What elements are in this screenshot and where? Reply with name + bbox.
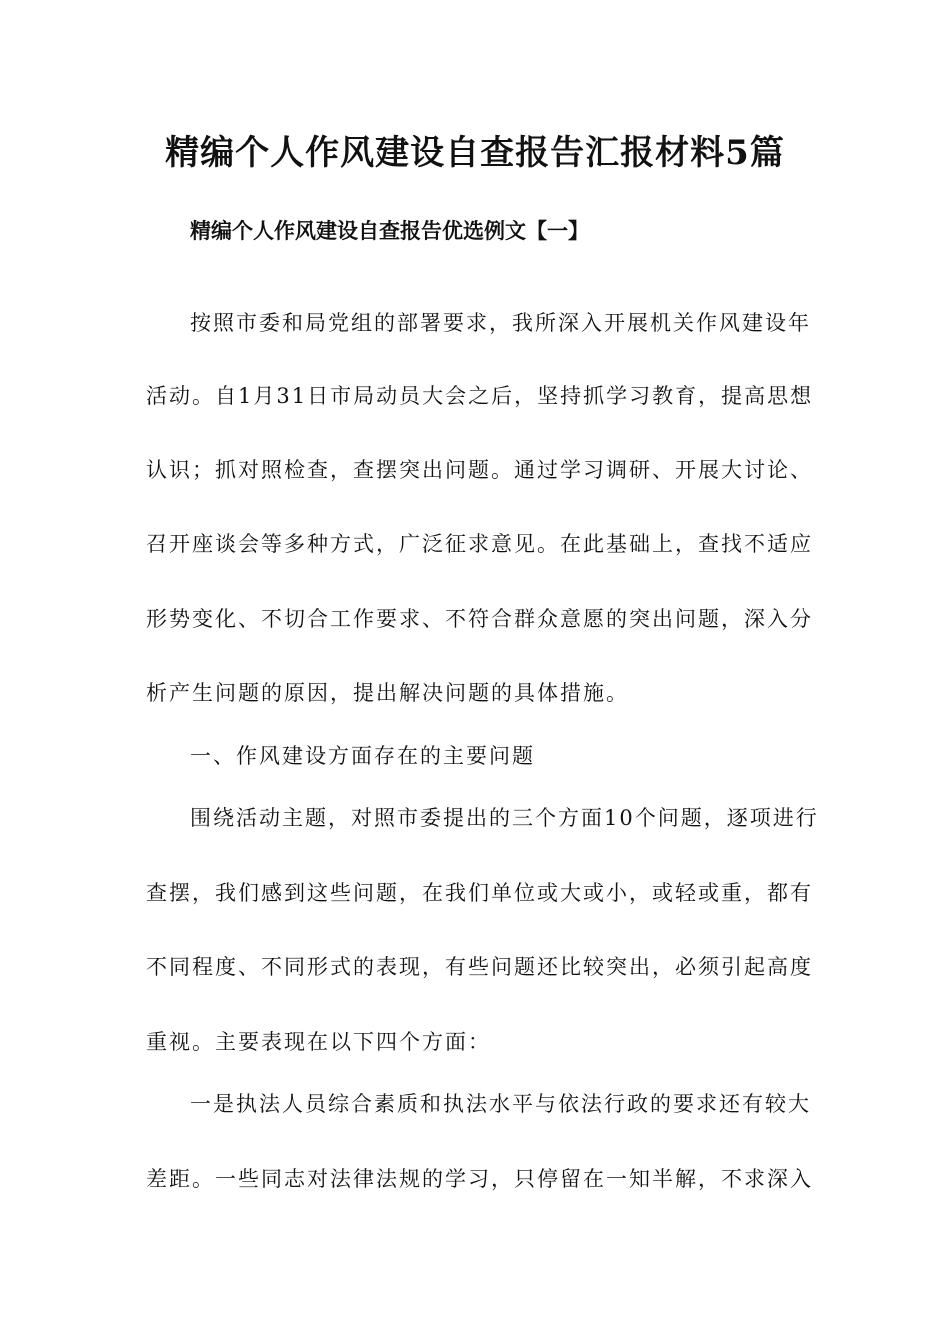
paragraph-line: 查摆，我们感到这些问题，在我们单位或大或小，或轻或重，都有	[146, 881, 813, 905]
paragraph-line: 重视。主要表现在以下四个方面：	[146, 1030, 491, 1054]
paragraph-line: 析产生问题的原因，提出解决问题的具体措施。	[146, 681, 629, 705]
paragraph-line: 活动。自1月31日市局动员大会之后，坚持抓学习教育，提高思想	[146, 384, 814, 408]
section-heading: 精编个人作风建设自查报告优选例文【一】	[190, 218, 589, 243]
paragraph-line: 围绕活动主题，对照市委提出的三个方面10个问题，逐项进行	[190, 806, 819, 830]
paragraph-line: 认识；抓对照检查，查摆突出问题。通过学习调研、开展大讨论、	[146, 458, 813, 482]
paragraph-line: 召开座谈会等多种方式，广泛征求意见。在此基础上，查找不适应	[146, 532, 813, 556]
paragraph-line: 一、作风建设方面存在的主要问题	[190, 744, 535, 768]
paragraph-line: 一是执法人员综合素质和执法水平与依法行政的要求还有较大	[190, 1092, 811, 1116]
paragraph-line: 差距。一些同志对法律法规的学习，只停留在一知半解，不求深入	[146, 1167, 813, 1191]
paragraph-line: 按照市委和局党组的部署要求，我所深入开展机关作风建设年	[190, 311, 811, 335]
document-title: 精编个人作风建设自查报告汇报材料5篇	[165, 133, 785, 173]
paragraph-line: 不同程度、不同形式的表现，有些问题还比较突出，必须引起高度	[146, 955, 813, 979]
paragraph-line: 形势变化、不切合工作要求、不符合群众意愿的突出问题，深入分	[146, 607, 813, 631]
